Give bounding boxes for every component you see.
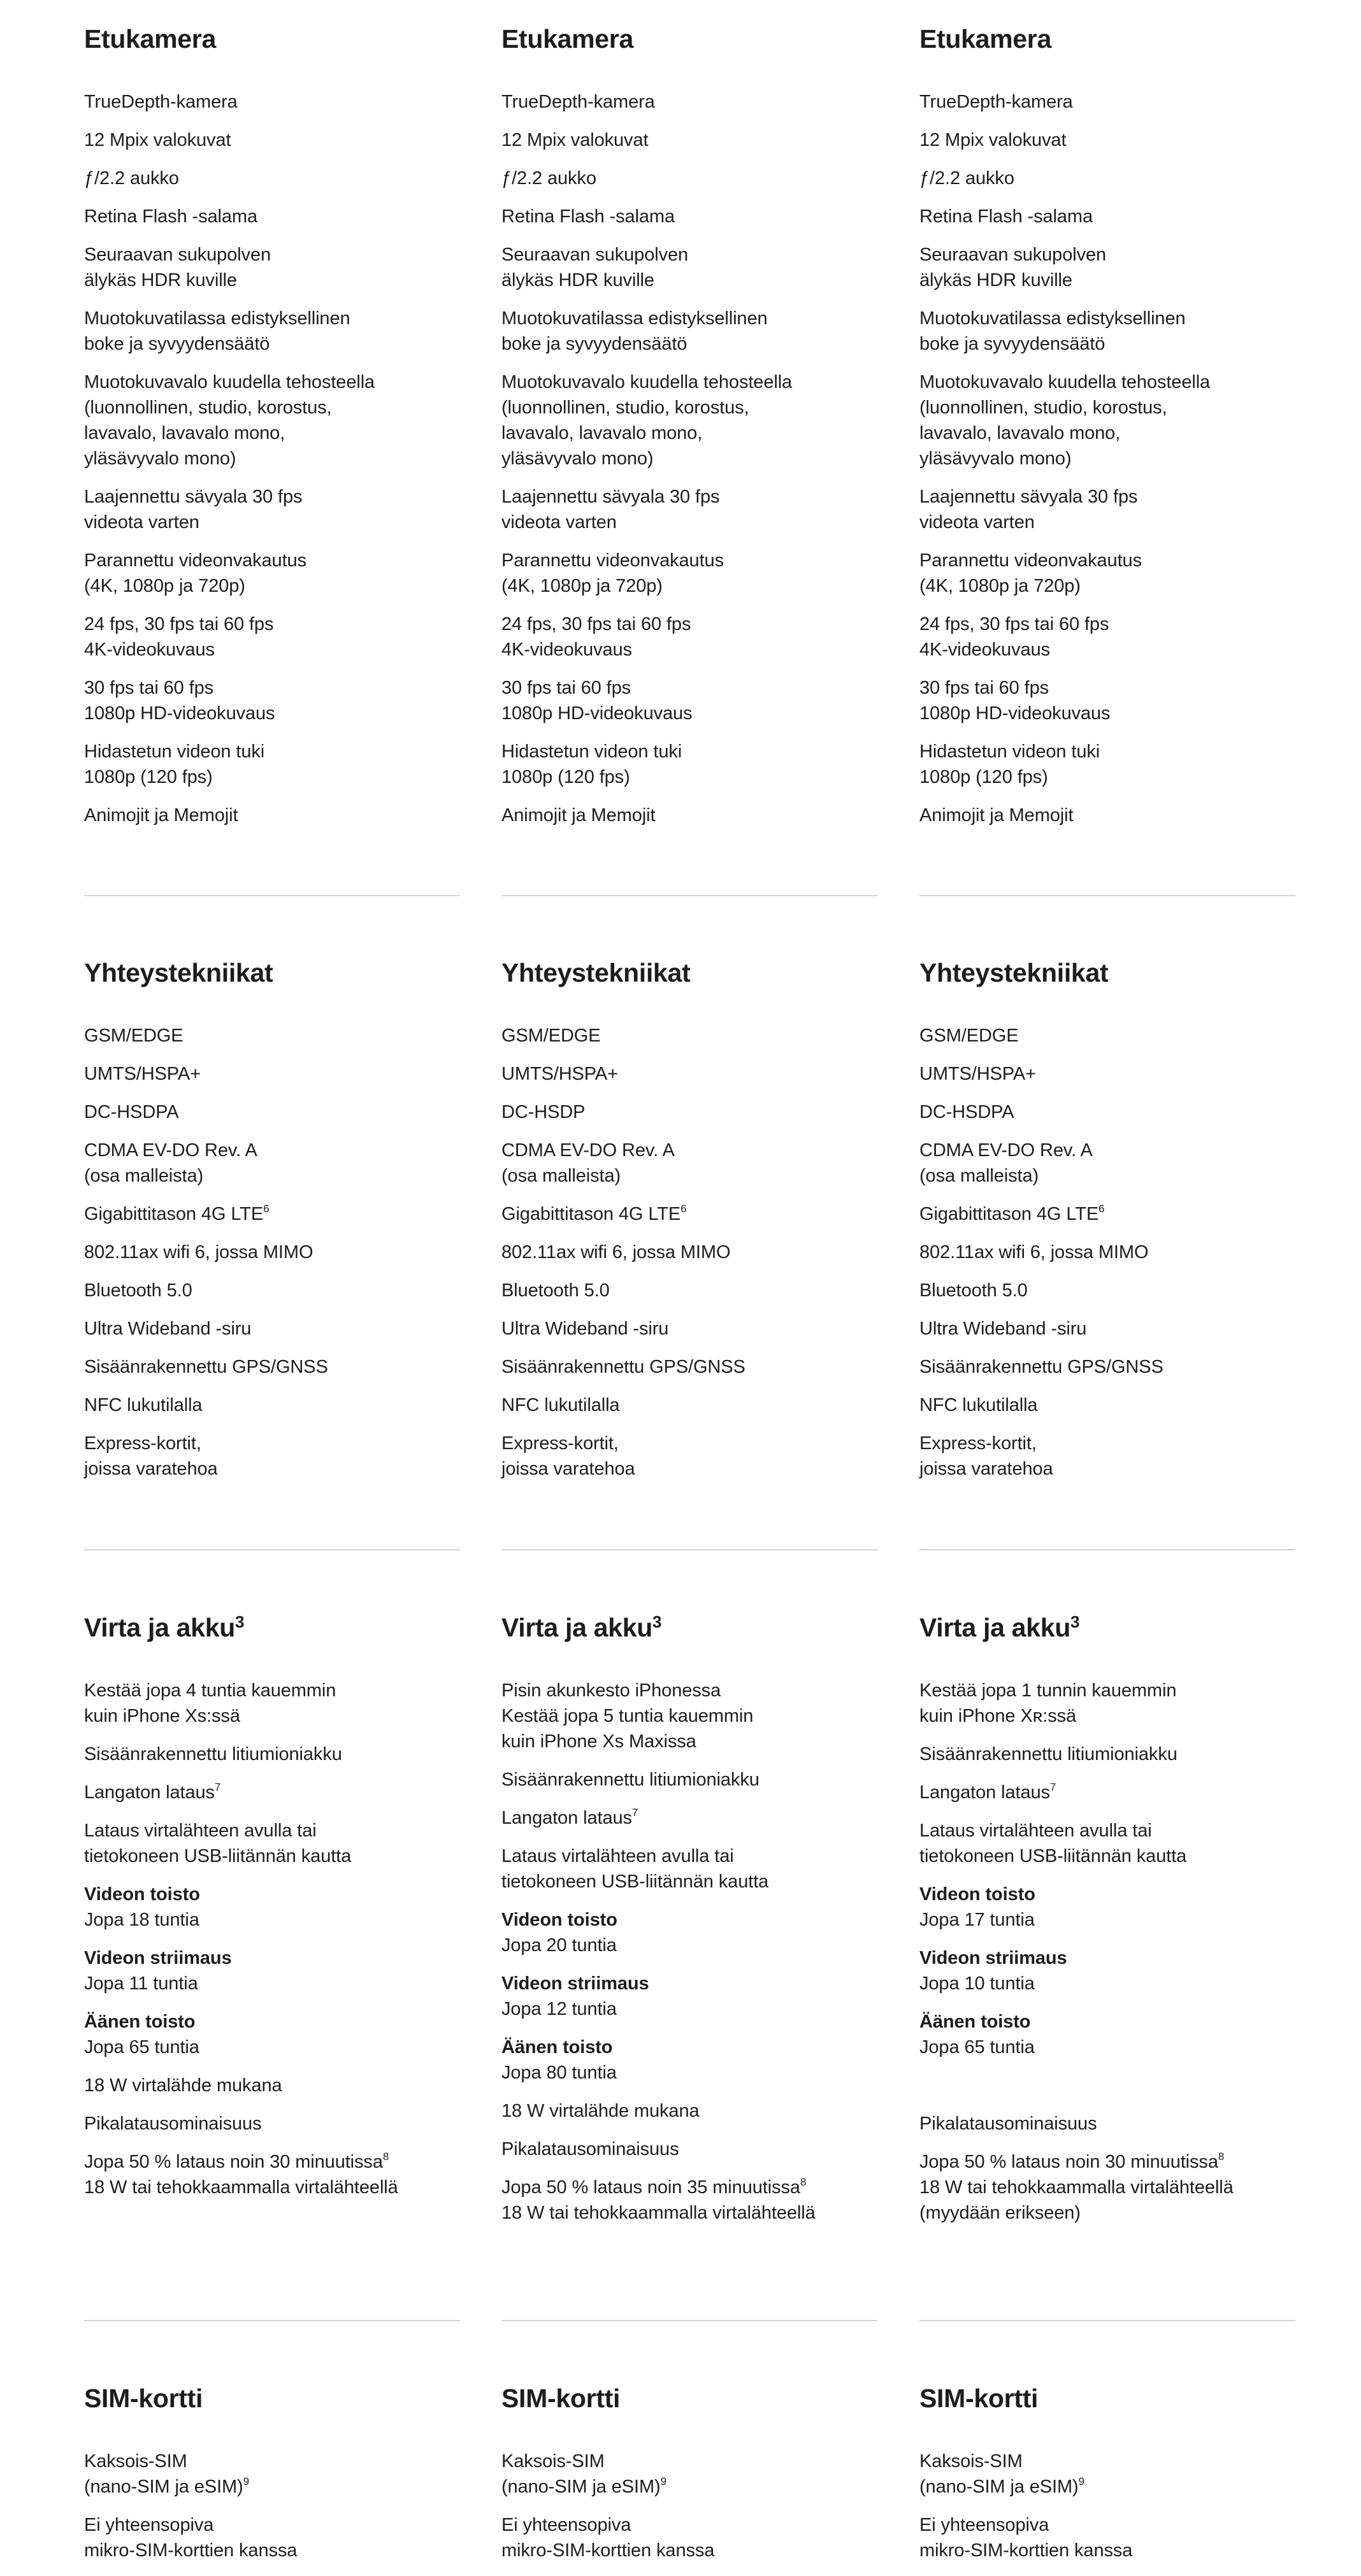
spec-item (501, 2512, 877, 2563)
spec-item-title: Videon toisto (84, 1884, 200, 1905)
spec-item-text: Sisäänrakennettu litiumioniakku (919, 1744, 1177, 1764)
spec-item-text: Animojit ja Memojit (919, 805, 1074, 826)
spec-item (84, 803, 460, 828)
spec-item-text: Kestää jopa 4 tuntia kauemmin kuin iPhone Xs:ssä (84, 1680, 336, 1726)
spec-item-text: UMTS/HSPA+ (501, 1064, 618, 1084)
spec-item (919, 2449, 1295, 2500)
spec-item (919, 1742, 1295, 1767)
spec-item-text: 12 Mpix valokuvat (919, 130, 1067, 150)
spec-item (501, 1971, 877, 2022)
spec-item-text: Pikalatausominaisuus (501, 2139, 679, 2159)
spec-item (919, 1882, 1295, 1933)
spec-item-text: Bluetooth 5.0 (84, 1280, 192, 1301)
spec-item-text: Express-kortit, joissa varatehoa (84, 1433, 218, 1479)
spec-item-text: Seuraavan sukupolven älykäs HDR kuville (919, 245, 1107, 290)
spec-item-text: Ultra Wideband -siru (501, 1319, 669, 1339)
spec-item (919, 2111, 1295, 2136)
spec-item-text: Kestää jopa 1 tunnin kauemmin kuin iPhone Xʀ:ssä (919, 1680, 1177, 1726)
footnote-ref[interactable]: 9 (243, 2475, 249, 2487)
spec-item (501, 2035, 877, 2086)
spec-item-title: Äänen toisto (501, 2037, 613, 2057)
column-model-1 (84, 23, 460, 841)
spec-item (919, 739, 1295, 790)
spec-item (84, 166, 460, 191)
spec-item (84, 2009, 460, 2060)
spec-item (919, 242, 1295, 293)
spec-item (84, 612, 460, 662)
spec-item (84, 1392, 460, 1418)
column-model-3 (919, 23, 1295, 841)
spec-item (919, 675, 1295, 726)
section-divider (919, 1549, 1295, 1550)
column-model-3 (919, 1612, 1295, 2238)
spec-item-text: Pikalatausominaisuus (84, 2114, 262, 2134)
spec-item-text: Sisäänrakennettu GPS/GNSS (501, 1357, 745, 1377)
column-model-1 (84, 1612, 460, 2213)
spec-item (919, 803, 1295, 828)
spec-item (84, 1818, 460, 1869)
spec-item (501, 1240, 877, 1265)
spec-list (501, 89, 877, 828)
spec-item (919, 2009, 1295, 2060)
spec-item-text: Retina Flash -salama (501, 206, 675, 227)
spec-item (84, 127, 460, 153)
spec-item-text: ƒ/2.2 aukko (919, 168, 1014, 189)
section-divider (84, 1549, 460, 1550)
section-heading: SIM-kortti (84, 2384, 203, 2413)
spec-item (501, 2098, 877, 2124)
spec-item-text: Parannettu videonvakautus (4K, 1080p ja 720p) (84, 550, 306, 596)
spec-item (919, 166, 1295, 191)
column-model-2 (501, 23, 877, 841)
spec-item-text: UMTS/HSPA+ (919, 1064, 1036, 1084)
spec-item-text: NFC lukutilalla (84, 1395, 203, 1415)
spec-item-text: Muotokuvavalo kuudella tehosteella (luonnollinen, studio, korostus, lavavalo, lavavalo mono, yläsävyvalo mono) (919, 372, 1211, 469)
footnote-ref[interactable]: 8 (382, 2150, 389, 2163)
section-heading: Etukamera (919, 24, 1051, 54)
spec-item (501, 2136, 877, 2162)
spec-item (919, 1392, 1295, 1418)
spec-item (501, 89, 877, 115)
spec-item (919, 548, 1295, 599)
spec-item-text: Kaksois-SIM (nano-SIM ja eSIM) (501, 2451, 661, 2497)
spec-item-text: Jopa 50 % lataus noin 30 minuutissa (84, 2152, 383, 2172)
spec-item-text: Bluetooth 5.0 (501, 1280, 610, 1301)
section-heading: Yhteystekniikat (919, 958, 1109, 987)
spec-item-text: DC-HSDPA (84, 1102, 179, 1122)
spec-item-text: Retina Flash -salama (919, 206, 1093, 227)
spec-item (84, 1023, 460, 1048)
spec-item-title: Videon toisto (501, 1910, 617, 1930)
spec-item-text: Muotokuvatilassa edistyksellinen boke ja syvyydensäätö (501, 308, 768, 354)
spec-item-text: Kaksois-SIM (nano-SIM ja eSIM) (84, 2451, 243, 2497)
section-divider (84, 2320, 460, 2321)
spec-item (84, 2073, 460, 2098)
spec-item (84, 1061, 460, 1087)
spec-item-text: Sisäänrakennettu litiumioniakku (501, 1770, 760, 1790)
spec-item (501, 1099, 877, 1125)
spec-list (84, 1678, 460, 2200)
spec-item (84, 1240, 460, 1265)
spec-item (84, 1882, 460, 1933)
spec-item (501, 242, 877, 293)
spec-item (84, 1678, 460, 1729)
spec-list (501, 1023, 877, 1482)
spec-item (919, 1431, 1295, 1482)
spec-item-text: ƒ/2.2 aukko (84, 168, 179, 189)
spec-item-text: CDMA EV-DO Rev. A (osa malleista) (84, 1140, 257, 1186)
spec-item-text: CDMA EV-DO Rev. A (osa malleista) (501, 1140, 675, 1186)
spec-item-text: Parannettu videonvakautus (4K, 1080p ja 720p) (919, 550, 1142, 596)
section-divider (501, 2320, 877, 2321)
footnote-ref[interactable]: 7 (1049, 1781, 1056, 1793)
spec-item-text: 802.11ax wifi 6, jossa MIMO (919, 1242, 1149, 1263)
spec-item-text: Laajennettu sävyala 30 fps videota varten (501, 487, 720, 533)
spec-item-text: 802.11ax wifi 6, jossa MIMO (501, 1242, 731, 1263)
section-heading: Etukamera (84, 24, 216, 54)
spec-item-text: 30 fps tai 60 fps 1080p HD-videokuvaus (919, 678, 1111, 724)
spec-item-text: NFC lukutilalla (919, 1395, 1038, 1415)
spec-item (919, 1316, 1295, 1342)
spec-item-text: NFC lukutilalla (501, 1395, 620, 1415)
section-divider (501, 895, 877, 896)
section-divider (919, 2320, 1295, 2321)
footnote-ref[interactable]: 9 (1078, 2475, 1084, 2487)
footnote-ref[interactable]: 6 (680, 1203, 687, 1215)
spec-item-title: Videon toisto (919, 1884, 1035, 1905)
spec-item-text: Animojit ja Memojit (501, 805, 656, 826)
spec-item-text: 24 fps, 30 fps tai 60 fps 4K-videokuvaus (84, 614, 274, 660)
spec-item (501, 369, 877, 471)
section-heading: Etukamera (501, 24, 633, 54)
spec-item (84, 1354, 460, 1380)
spec-item-title: Videon striimaus (919, 1948, 1067, 1968)
spec-item (919, 1023, 1295, 1048)
spec-item-title: Äänen toisto (84, 2012, 196, 2032)
section-heading: Virta ja akku$^3$ (84, 1612, 245, 1642)
spec-item-text: Lataus virtalähteen avulla tai tietokoneen USB-liitännän kautta (84, 1821, 352, 1866)
spec-item-text: Jopa 11 tuntia (84, 1973, 198, 1994)
column-model-1 (84, 2382, 460, 2576)
spec-item (501, 1767, 877, 1792)
spec-item-text: 18 W virtalähde mukana (84, 2075, 282, 2096)
spec-item-text: Hidastetun videon tuki 1080p (120 fps) (919, 741, 1100, 787)
spec-item (919, 1201, 1295, 1227)
spec-item (919, 1780, 1295, 1805)
spec-list (919, 89, 1295, 828)
spec-item-text: Pisin akunkesto iPhonessa Kestää jopa 5 tuntia kauemmin kuin iPhone Xs Maxissa (501, 1680, 754, 1752)
spec-item (919, 1061, 1295, 1087)
spec-item (501, 2449, 877, 2500)
spec-item-text: 802.11ax wifi 6, jossa MIMO (84, 1242, 313, 1263)
spec-item-text: Hidastetun videon tuki 1080p (120 fps) (501, 741, 682, 787)
spec-item (84, 1099, 460, 1125)
spec-item (501, 1678, 877, 1754)
spec-item (501, 1843, 877, 1894)
spec-item (501, 127, 877, 153)
section-divider (501, 1549, 877, 1550)
section-divider (919, 895, 1295, 896)
spec-item (501, 1278, 877, 1303)
spec-item-text: Hidastetun videon tuki 1080p (120 fps) (84, 741, 265, 787)
spec-item-text: Seuraavan sukupolven älykäs HDR kuville (84, 245, 271, 290)
spec-item (919, 1678, 1295, 1729)
spec-item (919, 2073, 1295, 2098)
spec-list (84, 2449, 460, 2563)
spec-item (919, 89, 1295, 115)
spec-item (501, 484, 877, 535)
spec-item (919, 1354, 1295, 1380)
spec-item (84, 2512, 460, 2563)
footnote-ref[interactable]: 9 (660, 2475, 666, 2487)
spec-list (84, 1023, 460, 1482)
spec-list (84, 89, 460, 828)
spec-item (84, 675, 460, 726)
spec-item (501, 1061, 877, 1087)
spec-item (501, 1138, 877, 1189)
spec-item (501, 1907, 877, 1958)
spec-item-text: Kaksois-SIM (nano-SIM ja eSIM) (919, 2451, 1079, 2497)
spec-list (501, 2449, 877, 2563)
spec-item-text: Gigabittitason 4G LTE (84, 1204, 264, 1224)
footnote-ref[interactable]: 3 (1070, 1612, 1080, 1631)
spec-item-title: Äänen toisto (919, 2012, 1031, 2032)
spec-item-text: Express-kortit, joissa varatehoa (919, 1433, 1053, 1479)
spec-item-text: Jopa 50 % lataus noin 35 minuutissa (501, 2177, 800, 2198)
spec-item-text: GSM/EDGE (84, 1026, 184, 1046)
spec-item-text: Animojit ja Memojit (84, 805, 238, 826)
spec-list (919, 2449, 1295, 2563)
spec-item-text: 18 W virtalähde mukana (501, 2101, 700, 2121)
spec-item-text: Sisäänrakennettu GPS/GNSS (84, 1357, 328, 1377)
spec-item (501, 548, 877, 599)
spec-item (501, 739, 877, 790)
spec-item-text: Lataus virtalähteen avulla tai tietokoneen USB-liitännän kautta (919, 1821, 1187, 1866)
spec-item-text: Jopa 17 tuntia (919, 1910, 1035, 1930)
section-heading: SIM-kortti (919, 2384, 1039, 2413)
spec-item-text: Bluetooth 5.0 (919, 1280, 1028, 1301)
section-heading: Yhteystekniikat (84, 958, 273, 987)
spec-item (501, 1316, 877, 1342)
spec-item (501, 1431, 877, 1482)
spec-item-text: Langaton lataus (501, 1808, 632, 1828)
spec-item-text-secondary: 18 W tai tehokkaammalla virtalähteellä (84, 2177, 398, 2198)
spec-item-text: TrueDepth-kamera (501, 92, 655, 112)
spec-item-text: Sisäänrakennettu GPS/GNSS (919, 1357, 1163, 1377)
spec-item-text: Lataus virtalähteen avulla tai tietokoneen USB-liitännän kautta (501, 1846, 769, 1892)
column-model-3 (919, 2382, 1295, 2576)
spec-item (501, 1805, 877, 1831)
spec-item (919, 1818, 1295, 1869)
spec-item (84, 548, 460, 599)
spec-item (501, 1201, 877, 1227)
spec-item-title: Videon striimaus (84, 1948, 232, 1968)
spec-item (501, 1023, 877, 1048)
spec-item (501, 1392, 877, 1418)
spec-item-text: CDMA EV-DO Rev. A (osa malleista) (919, 1140, 1093, 1186)
section-heading: Virta ja akku$^3$ (919, 1612, 1080, 1642)
spec-item (84, 484, 460, 535)
spec-item-text: Muotokuvavalo kuudella tehosteella (luonnollinen, studio, korostus, lavavalo, lavavalo mono, yläsävyvalo mono) (84, 372, 375, 469)
spec-item-text: Jopa 50 % lataus noin 30 minuutissa (919, 2152, 1218, 2172)
spec-item-text: Jopa 12 tuntia (501, 1999, 617, 2019)
spec-item (84, 1780, 460, 1805)
spec-item (501, 1354, 877, 1380)
spec-item-text: Seuraavan sukupolven älykäs HDR kuville (501, 245, 689, 290)
spec-item (919, 369, 1295, 471)
spec-item (501, 204, 877, 229)
spec-item-text: 12 Mpix valokuvat (84, 130, 231, 150)
spec-item (919, 612, 1295, 662)
spec-item (919, 1138, 1295, 1189)
spec-item-text: Retina Flash -salama (84, 206, 257, 227)
spec-item-text: GSM/EDGE (919, 1026, 1019, 1046)
spec-item (501, 675, 877, 726)
spec-item (501, 166, 877, 191)
spec-item-text: TrueDepth-kamera (84, 92, 238, 112)
spec-item (919, 1240, 1295, 1265)
spec-item (84, 2111, 460, 2136)
column-model-1 (84, 957, 460, 1494)
spec-item-text: Jopa 65 tuntia (919, 2037, 1035, 2057)
column-model-3 (919, 957, 1295, 1494)
spec-item-text: Ultra Wideband -siru (84, 1319, 252, 1339)
spec-item-text: DC-HSDP (501, 1102, 586, 1122)
spec-item (919, 1945, 1295, 1996)
footnote-ref[interactable]: 6 (263, 1203, 270, 1215)
spec-item-text: Gigabittitason 4G LTE (919, 1204, 1099, 1224)
spec-item-text: Jopa 10 tuntia (919, 1973, 1035, 1994)
spec-item (919, 127, 1295, 153)
spec-item-text: Express-kortit, joissa varatehoa (501, 1433, 635, 1479)
spec-item (501, 2175, 877, 2226)
spec-list (919, 1023, 1295, 1482)
spec-item-text: Gigabittitason 4G LTE (501, 1204, 681, 1224)
spec-item-text: Langaton lataus (84, 1782, 215, 1803)
spec-item-text: Muotokuvatilassa edistyksellinen boke ja syvyydensäätö (84, 308, 350, 354)
spec-item (84, 369, 460, 471)
section-heading: Virta ja akku$^3$ (501, 1612, 662, 1642)
spec-list (919, 1678, 1295, 2226)
spec-item (84, 204, 460, 229)
spec-item-text: 30 fps tai 60 fps 1080p HD-videokuvaus (84, 678, 275, 724)
column-model-2 (501, 1612, 877, 2238)
spec-list (501, 1678, 877, 2226)
spec-item-text-secondary: 18 W tai tehokkaammalla virtalähteellä (501, 2203, 816, 2223)
section-heading: SIM-kortti (501, 2384, 621, 2413)
spec-item-title: Videon striimaus (501, 1973, 649, 1994)
spec-item (84, 1945, 460, 1996)
spec-item (84, 1138, 460, 1189)
spec-item (919, 2512, 1295, 2563)
spec-item (501, 306, 877, 357)
spec-item (919, 1099, 1295, 1125)
spec-item-text: GSM/EDGE (501, 1026, 601, 1046)
spec-item-text: Jopa 80 tuntia (501, 2063, 617, 2083)
spec-item (919, 1278, 1295, 1303)
spec-item-text: Jopa 65 tuntia (84, 2037, 199, 2057)
section-divider (84, 895, 460, 896)
footnote-ref[interactable]: 3 (652, 1612, 662, 1631)
spec-item-text: Ei yhteensopiva mikro-SIM-korttien kanssa (919, 2515, 1133, 2561)
section-heading: Yhteystekniikat (501, 958, 691, 987)
spec-item-text: 24 fps, 30 fps tai 60 fps 4K-videokuvaus (501, 614, 691, 660)
footnote-ref[interactable]: 3 (234, 1612, 245, 1631)
column-model-2 (501, 2382, 877, 2576)
spec-item (84, 1201, 460, 1227)
spec-item-text: Laajennettu sävyala 30 fps videota varten (919, 487, 1138, 533)
spec-item (84, 1742, 460, 1767)
spec-item-text: Pikalatausominaisuus (919, 2114, 1097, 2134)
spec-item (501, 612, 877, 662)
spec-item (84, 1278, 460, 1303)
footnote-ref[interactable]: 8 (800, 2176, 807, 2188)
footnote-ref[interactable]: 7 (214, 1781, 221, 1793)
spec-item-text: 30 fps tai 60 fps 1080p HD-videokuvaus (501, 678, 693, 724)
spec-item-text: Muotokuvavalo kuudella tehosteella (luonnollinen, studio, korostus, lavavalo, lavavalo mono, yläsävyvalo mono) (501, 372, 793, 469)
spec-item (84, 739, 460, 790)
spec-item-text: ƒ/2.2 aukko (501, 168, 596, 189)
spec-item (919, 2149, 1295, 2226)
spec-item (84, 89, 460, 115)
spec-item-text: UMTS/HSPA+ (84, 1064, 201, 1084)
footnote-ref[interactable]: 8 (1218, 2150, 1225, 2163)
spec-item (501, 803, 877, 828)
spec-item-text: TrueDepth-kamera (919, 92, 1073, 112)
footnote-ref[interactable]: 7 (631, 1807, 638, 1819)
spec-item (84, 2449, 460, 2500)
spec-item-text: Laajennettu sävyala 30 fps videota varten (84, 487, 303, 533)
spec-item (84, 1431, 460, 1482)
spec-item-text: Langaton lataus (919, 1782, 1050, 1803)
footnote-ref[interactable]: 6 (1098, 1203, 1105, 1215)
spec-item (84, 1316, 460, 1342)
spec-item-text: Ultra Wideband -siru (919, 1319, 1087, 1339)
spec-item (919, 306, 1295, 357)
spec-item-text: Parannettu videonvakautus (4K, 1080p ja 720p) (501, 550, 724, 596)
spec-item-text: DC-HSDPA (919, 1102, 1014, 1122)
spec-item-text: Jopa 18 tuntia (84, 1910, 199, 1930)
spec-item-text-secondary: 18 W tai tehokkaammalla virtalähteellä (myydään erikseen) (919, 2177, 1234, 2223)
spec-item-text: Jopa 20 tuntia (501, 1935, 617, 1956)
spec-item-text: Ei yhteensopiva mikro-SIM-korttien kanssa (501, 2515, 715, 2561)
spec-item (84, 242, 460, 293)
spec-item-text: Sisäänrakennettu litiumioniakku (84, 1744, 342, 1764)
column-model-2 (501, 957, 877, 1494)
spec-item-text: Ei yhteensopiva mikro-SIM-korttien kanssa (84, 2515, 298, 2561)
spec-item-text: 12 Mpix valokuvat (501, 130, 649, 150)
spec-item (919, 484, 1295, 535)
spec-item (919, 204, 1295, 229)
spec-item-text: 24 fps, 30 fps tai 60 fps 4K-videokuvaus (919, 614, 1109, 660)
spec-item-text: Muotokuvatilassa edistyksellinen boke ja syvyydensäätö (919, 308, 1186, 354)
spec-item (84, 306, 460, 357)
spec-item (84, 2149, 460, 2200)
